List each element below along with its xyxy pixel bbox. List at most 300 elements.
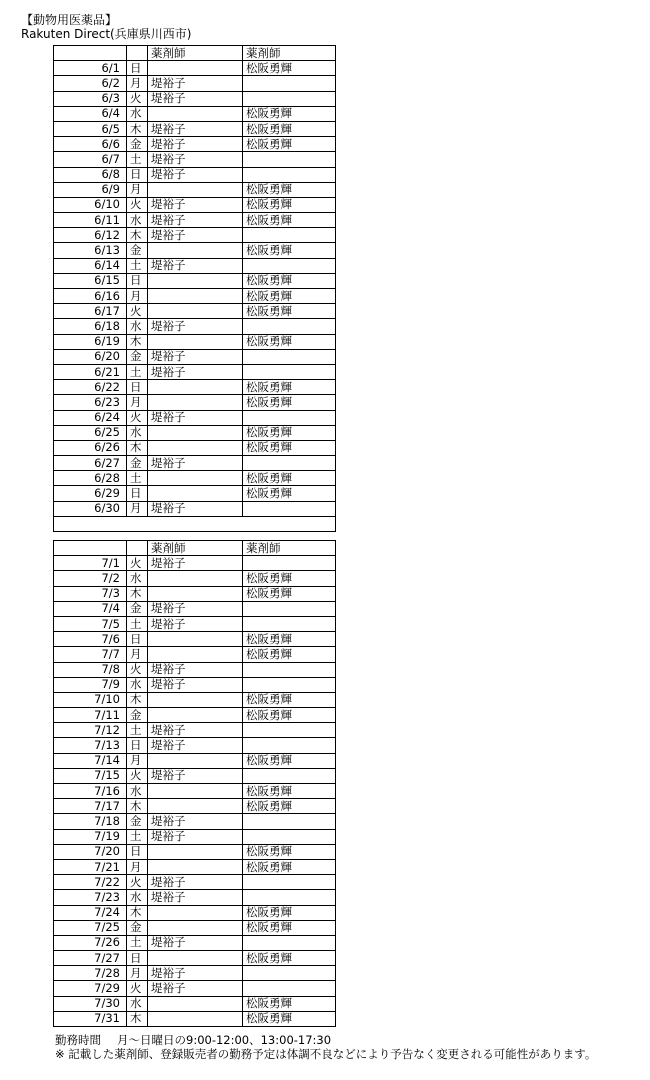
pharmacist-2-cell bbox=[243, 501, 336, 516]
pharmacist-2-cell bbox=[243, 723, 336, 738]
pharmacist-1-cell: 堤裕子 bbox=[148, 875, 243, 890]
pharmacist-2-cell bbox=[243, 76, 336, 91]
pharmacist-2-cell bbox=[243, 410, 336, 425]
weekday-cell: 金 bbox=[127, 137, 148, 152]
blank-separator-row bbox=[54, 516, 336, 531]
pharmacist-1-cell bbox=[148, 632, 243, 647]
header-pharmacist-1: 薬剤師 bbox=[148, 541, 243, 556]
pharmacist-1-cell bbox=[148, 996, 243, 1011]
pharmacist-2-cell: 松阪勇輝 bbox=[243, 920, 336, 935]
table-row bbox=[54, 349, 336, 364]
pharmacist-1-cell bbox=[148, 273, 243, 288]
pharmacist-2-cell: 松阪勇輝 bbox=[243, 304, 336, 319]
table-row bbox=[54, 456, 336, 471]
pharmacist-2-cell: 松阪勇輝 bbox=[243, 647, 336, 662]
date-cell: 6/15 bbox=[54, 273, 127, 288]
weekday-cell: 木 bbox=[127, 799, 148, 814]
pharmacist-2-cell: 松阪勇輝 bbox=[243, 996, 336, 1011]
weekday-cell: 水 bbox=[127, 784, 148, 799]
table-row bbox=[54, 137, 336, 152]
date-cell: 7/16 bbox=[54, 784, 127, 799]
date-cell: 6/19 bbox=[54, 334, 127, 349]
weekday-cell: 火 bbox=[127, 662, 148, 677]
pharmacist-2-cell: 松阪勇輝 bbox=[243, 951, 336, 966]
weekday-cell: 火 bbox=[127, 304, 148, 319]
pharmacist-1-cell: 堤裕子 bbox=[148, 981, 243, 996]
date-cell: 7/1 bbox=[54, 556, 127, 571]
table-row bbox=[54, 890, 336, 905]
pharmacist-1-cell: 堤裕子 bbox=[148, 456, 243, 471]
pharmacist-1-cell: 堤裕子 bbox=[148, 556, 243, 571]
weekday-cell: 土 bbox=[127, 829, 148, 844]
blank-cell bbox=[54, 516, 336, 531]
date-cell: 7/17 bbox=[54, 799, 127, 814]
table-row bbox=[54, 91, 336, 106]
pharmacist-2-cell bbox=[243, 829, 336, 844]
date-cell: 7/26 bbox=[54, 935, 127, 950]
weekday-cell: 木 bbox=[127, 121, 148, 136]
date-cell: 6/22 bbox=[54, 380, 127, 395]
table-row bbox=[54, 875, 336, 890]
pharmacist-2-cell: 松阪勇輝 bbox=[243, 121, 336, 136]
weekday-cell: 火 bbox=[127, 91, 148, 106]
table-row bbox=[54, 829, 336, 844]
date-cell: 6/13 bbox=[54, 243, 127, 258]
pharmacist-1-cell: 堤裕子 bbox=[148, 814, 243, 829]
pharmacist-1-cell: 堤裕子 bbox=[148, 167, 243, 182]
pharmacist-1-cell bbox=[148, 395, 243, 410]
weekday-cell: 月 bbox=[127, 859, 148, 874]
table-row bbox=[54, 243, 336, 258]
pharmacist-2-cell: 松阪勇輝 bbox=[243, 753, 336, 768]
weekday-cell: 日 bbox=[127, 486, 148, 501]
pharmacist-1-cell: 堤裕子 bbox=[148, 677, 243, 692]
table-row bbox=[54, 632, 336, 647]
weekday-cell: 水 bbox=[127, 890, 148, 905]
weekday-cell: 日 bbox=[127, 844, 148, 859]
weekday-cell: 水 bbox=[127, 996, 148, 1011]
pharmacist-2-cell: 松阪勇輝 bbox=[243, 784, 336, 799]
pharmacist-1-cell: 堤裕子 bbox=[148, 349, 243, 364]
weekday-cell: 水 bbox=[127, 106, 148, 121]
pharmacist-1-cell: 堤裕子 bbox=[148, 601, 243, 616]
weekday-cell: 日 bbox=[127, 738, 148, 753]
date-cell: 7/29 bbox=[54, 981, 127, 996]
pharmacist-2-cell bbox=[243, 364, 336, 379]
pharmacist-1-cell bbox=[148, 440, 243, 455]
weekday-cell: 木 bbox=[127, 905, 148, 920]
table-row bbox=[54, 753, 336, 768]
weekday-cell: 土 bbox=[127, 935, 148, 950]
pharmacist-2-cell: 松阪勇輝 bbox=[243, 61, 336, 76]
weekday-cell: 木 bbox=[127, 1011, 148, 1026]
weekday-cell: 木 bbox=[127, 586, 148, 601]
weekday-cell: 月 bbox=[127, 395, 148, 410]
date-cell: 7/27 bbox=[54, 951, 127, 966]
date-cell: 7/3 bbox=[54, 586, 127, 601]
date-cell: 6/29 bbox=[54, 486, 127, 501]
pharmacist-1-cell bbox=[148, 106, 243, 121]
date-cell: 7/9 bbox=[54, 677, 127, 692]
header-date-cell bbox=[54, 46, 127, 61]
date-cell: 7/15 bbox=[54, 768, 127, 783]
date-cell: 7/28 bbox=[54, 966, 127, 981]
table-row bbox=[54, 981, 336, 996]
pharmacist-2-cell: 松阪勇輝 bbox=[243, 486, 336, 501]
pharmacist-1-cell bbox=[148, 951, 243, 966]
pharmacist-1-cell bbox=[148, 708, 243, 723]
date-cell: 7/11 bbox=[54, 708, 127, 723]
weekday-cell: 日 bbox=[127, 273, 148, 288]
weekday-cell: 水 bbox=[127, 425, 148, 440]
pharmacist-2-cell bbox=[243, 456, 336, 471]
pharmacist-1-cell bbox=[148, 243, 243, 258]
pharmacist-2-cell: 松阪勇輝 bbox=[243, 289, 336, 304]
pharmacist-2-cell: 松阪勇輝 bbox=[243, 137, 336, 152]
pharmacist-2-cell: 松阪勇輝 bbox=[243, 708, 336, 723]
weekday-cell: 水 bbox=[127, 571, 148, 586]
weekday-cell: 日 bbox=[127, 632, 148, 647]
date-cell: 6/7 bbox=[54, 152, 127, 167]
date-cell: 7/7 bbox=[54, 647, 127, 662]
pharmacist-1-cell bbox=[148, 289, 243, 304]
pharmacist-1-cell: 堤裕子 bbox=[148, 890, 243, 905]
date-cell: 7/6 bbox=[54, 632, 127, 647]
table-row bbox=[54, 935, 336, 950]
table-row bbox=[54, 814, 336, 829]
table-row bbox=[54, 395, 336, 410]
pharmacist-2-cell: 松阪勇輝 bbox=[243, 106, 336, 121]
pharmacist-2-cell: 松阪勇輝 bbox=[243, 586, 336, 601]
pharmacist-1-cell: 堤裕子 bbox=[148, 152, 243, 167]
pharmacist-2-cell bbox=[243, 91, 336, 106]
weekday-cell: 月 bbox=[127, 647, 148, 662]
pharmacist-1-cell bbox=[148, 799, 243, 814]
pharmacist-2-cell bbox=[243, 228, 336, 243]
table-row bbox=[54, 571, 336, 586]
pharmacist-1-cell: 堤裕子 bbox=[148, 738, 243, 753]
pharmacist-2-cell: 松阪勇輝 bbox=[243, 395, 336, 410]
date-cell: 7/2 bbox=[54, 571, 127, 586]
pharmacist-1-cell: 堤裕子 bbox=[148, 121, 243, 136]
table-row bbox=[54, 61, 336, 76]
table-row bbox=[54, 996, 336, 1011]
table-row bbox=[54, 905, 336, 920]
weekday-cell: 土 bbox=[127, 616, 148, 631]
table-row bbox=[54, 844, 336, 859]
weekday-cell: 水 bbox=[127, 319, 148, 334]
date-cell: 6/16 bbox=[54, 289, 127, 304]
weekday-cell: 金 bbox=[127, 456, 148, 471]
weekday-cell: 金 bbox=[127, 814, 148, 829]
weekday-cell: 月 bbox=[127, 501, 148, 516]
date-cell: 7/21 bbox=[54, 859, 127, 874]
pharmacist-1-cell: 堤裕子 bbox=[148, 410, 243, 425]
table-row bbox=[54, 486, 336, 501]
table-row bbox=[54, 951, 336, 966]
weekday-cell: 火 bbox=[127, 410, 148, 425]
table-row bbox=[54, 304, 336, 319]
pharmacist-1-cell bbox=[148, 471, 243, 486]
weekday-cell: 土 bbox=[127, 258, 148, 273]
date-cell: 7/5 bbox=[54, 616, 127, 631]
date-cell: 7/24 bbox=[54, 905, 127, 920]
pharmacist-2-cell: 松阪勇輝 bbox=[243, 425, 336, 440]
pharmacist-2-cell bbox=[243, 556, 336, 571]
pharmacist-1-cell bbox=[148, 586, 243, 601]
date-cell: 6/11 bbox=[54, 213, 127, 228]
pharmacist-2-cell bbox=[243, 677, 336, 692]
table-row bbox=[54, 708, 336, 723]
table-row bbox=[54, 106, 336, 121]
table-row bbox=[54, 197, 336, 212]
pharmacist-2-cell: 松阪勇輝 bbox=[243, 844, 336, 859]
pharmacist-2-cell bbox=[243, 319, 336, 334]
weekday-cell: 木 bbox=[127, 692, 148, 707]
table-row bbox=[54, 1011, 336, 1026]
table-row bbox=[54, 364, 336, 379]
june-schedule-table bbox=[53, 45, 336, 532]
date-cell: 6/3 bbox=[54, 91, 127, 106]
table-row bbox=[54, 471, 336, 486]
date-cell: 6/24 bbox=[54, 410, 127, 425]
date-cell: 7/25 bbox=[54, 920, 127, 935]
pharmacist-1-cell bbox=[148, 571, 243, 586]
pharmacist-2-cell: 松阪勇輝 bbox=[243, 1011, 336, 1026]
table-row bbox=[54, 768, 336, 783]
weekday-cell: 日 bbox=[127, 380, 148, 395]
table-row bbox=[54, 258, 336, 273]
weekday-cell: 火 bbox=[127, 556, 148, 571]
table-row bbox=[54, 440, 336, 455]
date-cell: 7/23 bbox=[54, 890, 127, 905]
pharmacist-1-cell bbox=[148, 1011, 243, 1026]
weekday-cell: 土 bbox=[127, 471, 148, 486]
header-date-cell bbox=[54, 541, 127, 556]
weekday-cell: 金 bbox=[127, 349, 148, 364]
table-row bbox=[54, 692, 336, 707]
pharmacist-2-cell bbox=[243, 966, 336, 981]
pharmacist-2-cell bbox=[243, 601, 336, 616]
table-row bbox=[54, 662, 336, 677]
pharmacist-2-cell: 松阪勇輝 bbox=[243, 440, 336, 455]
date-cell: 7/14 bbox=[54, 753, 127, 768]
date-cell: 6/6 bbox=[54, 137, 127, 152]
working-hours bbox=[55, 1033, 331, 1047]
pharmacist-2-cell: 松阪勇輝 bbox=[243, 243, 336, 258]
date-cell: 7/22 bbox=[54, 875, 127, 890]
date-cell: 6/1 bbox=[54, 61, 127, 76]
pharmacist-2-cell: 松阪勇輝 bbox=[243, 334, 336, 349]
document-title: 【動物用医薬品】 bbox=[21, 13, 118, 27]
date-cell: 7/8 bbox=[54, 662, 127, 677]
table-row bbox=[54, 319, 336, 334]
table-row bbox=[54, 167, 336, 182]
pharmacist-1-cell: 堤裕子 bbox=[148, 616, 243, 631]
pharmacist-1-cell bbox=[148, 920, 243, 935]
pharmacist-1-cell bbox=[148, 905, 243, 920]
table-row bbox=[54, 228, 336, 243]
table-row bbox=[54, 289, 336, 304]
table-row bbox=[54, 410, 336, 425]
pharmacist-1-cell: 堤裕子 bbox=[148, 768, 243, 783]
pharmacist-2-cell: 松阪勇輝 bbox=[243, 380, 336, 395]
date-cell: 7/10 bbox=[54, 692, 127, 707]
pharmacist-2-cell: 松阪勇輝 bbox=[243, 859, 336, 874]
date-cell: 6/20 bbox=[54, 349, 127, 364]
weekday-cell: 日 bbox=[127, 951, 148, 966]
table-row bbox=[54, 723, 336, 738]
weekday-cell: 土 bbox=[127, 723, 148, 738]
pharmacist-2-cell bbox=[243, 738, 336, 753]
pharmacist-1-cell: 堤裕子 bbox=[148, 501, 243, 516]
table-row bbox=[54, 586, 336, 601]
pharmacist-2-cell bbox=[243, 890, 336, 905]
pharmacist-1-cell bbox=[148, 784, 243, 799]
weekday-cell: 金 bbox=[127, 601, 148, 616]
july-schedule-body bbox=[54, 541, 336, 1027]
pharmacist-2-cell bbox=[243, 152, 336, 167]
date-cell: 7/18 bbox=[54, 814, 127, 829]
weekday-cell: 木 bbox=[127, 228, 148, 243]
date-cell: 7/20 bbox=[54, 844, 127, 859]
pharmacist-2-cell: 松阪勇輝 bbox=[243, 182, 336, 197]
pharmacist-2-cell: 松阪勇輝 bbox=[243, 213, 336, 228]
pharmacist-2-cell bbox=[243, 981, 336, 996]
pharmacist-2-cell bbox=[243, 768, 336, 783]
header-dow-cell bbox=[127, 46, 148, 61]
pharmacist-2-cell: 松阪勇輝 bbox=[243, 632, 336, 647]
date-cell: 6/26 bbox=[54, 440, 127, 455]
pharmacist-1-cell: 堤裕子 bbox=[148, 829, 243, 844]
date-cell: 6/4 bbox=[54, 106, 127, 121]
pharmacist-2-cell bbox=[243, 935, 336, 950]
pharmacist-1-cell: 堤裕子 bbox=[148, 662, 243, 677]
date-cell: 6/14 bbox=[54, 258, 127, 273]
pharmacist-1-cell bbox=[148, 753, 243, 768]
date-cell: 7/13 bbox=[54, 738, 127, 753]
date-cell: 6/21 bbox=[54, 364, 127, 379]
weekday-cell: 日 bbox=[127, 61, 148, 76]
date-cell: 6/8 bbox=[54, 167, 127, 182]
table-row bbox=[54, 213, 336, 228]
table-row bbox=[54, 859, 336, 874]
pharmacist-1-cell: 堤裕子 bbox=[148, 228, 243, 243]
table-row bbox=[54, 966, 336, 981]
pharmacist-2-cell bbox=[243, 814, 336, 829]
pharmacist-2-cell: 松阪勇輝 bbox=[243, 471, 336, 486]
pharmacist-1-cell bbox=[148, 304, 243, 319]
pharmacist-1-cell: 堤裕子 bbox=[148, 76, 243, 91]
pharmacist-1-cell: 堤裕子 bbox=[148, 197, 243, 212]
pharmacist-2-cell bbox=[243, 349, 336, 364]
date-cell: 6/2 bbox=[54, 76, 127, 91]
schedule-change-note: ※ 記載した薬剤師、登録販売者の勤務予定は体調不良などにより予告なく変更される可能性があります。 bbox=[55, 1047, 597, 1061]
weekday-cell: 木 bbox=[127, 440, 148, 455]
header-dow-cell bbox=[127, 541, 148, 556]
pharmacist-1-cell bbox=[148, 61, 243, 76]
table-row bbox=[54, 799, 336, 814]
weekday-cell: 土 bbox=[127, 152, 148, 167]
date-cell: 6/9 bbox=[54, 182, 127, 197]
date-cell: 6/18 bbox=[54, 319, 127, 334]
pharmacist-1-cell: 堤裕子 bbox=[148, 935, 243, 950]
pharmacist-1-cell: 堤裕子 bbox=[148, 91, 243, 106]
table-row bbox=[54, 76, 336, 91]
weekday-cell: 火 bbox=[127, 197, 148, 212]
working-hours-text: 月～日曜日の9:00-12:00、13:00-17:30 bbox=[117, 1033, 332, 1047]
weekday-cell: 水 bbox=[127, 677, 148, 692]
pharmacist-1-cell: 堤裕子 bbox=[148, 258, 243, 273]
table-row bbox=[54, 380, 336, 395]
table-row bbox=[54, 616, 336, 631]
table-header-row bbox=[54, 541, 336, 556]
weekday-cell: 月 bbox=[127, 182, 148, 197]
table-row bbox=[54, 556, 336, 571]
table-row bbox=[54, 334, 336, 349]
date-cell: 7/19 bbox=[54, 829, 127, 844]
table-row bbox=[54, 920, 336, 935]
weekday-cell: 水 bbox=[127, 213, 148, 228]
pharmacist-1-cell bbox=[148, 380, 243, 395]
table-row bbox=[54, 601, 336, 616]
date-cell: 7/31 bbox=[54, 1011, 127, 1026]
pharmacist-1-cell: 堤裕子 bbox=[148, 364, 243, 379]
weekday-cell: 火 bbox=[127, 875, 148, 890]
header-pharmacist-2: 薬剤師 bbox=[243, 541, 336, 556]
header-pharmacist-1: 薬剤師 bbox=[148, 46, 243, 61]
date-cell: 7/30 bbox=[54, 996, 127, 1011]
date-cell: 7/4 bbox=[54, 601, 127, 616]
date-cell: 6/27 bbox=[54, 456, 127, 471]
table-row bbox=[54, 501, 336, 516]
table-row bbox=[54, 273, 336, 288]
date-cell: 6/10 bbox=[54, 197, 127, 212]
pharmacist-2-cell: 松阪勇輝 bbox=[243, 571, 336, 586]
table-row bbox=[54, 425, 336, 440]
pharmacist-2-cell bbox=[243, 662, 336, 677]
pharmacist-2-cell bbox=[243, 616, 336, 631]
pharmacist-2-cell: 松阪勇輝 bbox=[243, 905, 336, 920]
date-cell: 6/25 bbox=[54, 425, 127, 440]
table-row bbox=[54, 121, 336, 136]
weekday-cell: 金 bbox=[127, 708, 148, 723]
table-row bbox=[54, 152, 336, 167]
pharmacist-2-cell: 松阪勇輝 bbox=[243, 273, 336, 288]
weekday-cell: 金 bbox=[127, 243, 148, 258]
june-schedule-body bbox=[54, 46, 336, 532]
table-row bbox=[54, 738, 336, 753]
weekday-cell: 金 bbox=[127, 920, 148, 935]
date-cell: 6/5 bbox=[54, 121, 127, 136]
date-cell: 6/23 bbox=[54, 395, 127, 410]
table-header-row bbox=[54, 46, 336, 61]
weekday-cell: 月 bbox=[127, 753, 148, 768]
weekday-cell: 日 bbox=[127, 167, 148, 182]
pharmacist-1-cell: 堤裕子 bbox=[148, 137, 243, 152]
header-pharmacist-2: 薬剤師 bbox=[243, 46, 336, 61]
pharmacist-2-cell bbox=[243, 167, 336, 182]
date-cell: 6/12 bbox=[54, 228, 127, 243]
pharmacist-1-cell bbox=[148, 182, 243, 197]
pharmacist-2-cell bbox=[243, 875, 336, 890]
weekday-cell: 火 bbox=[127, 768, 148, 783]
table-row bbox=[54, 784, 336, 799]
pharmacist-1-cell: 堤裕子 bbox=[148, 966, 243, 981]
pharmacist-2-cell bbox=[243, 258, 336, 273]
pharmacist-1-cell bbox=[148, 859, 243, 874]
pharmacist-2-cell: 松阪勇輝 bbox=[243, 799, 336, 814]
